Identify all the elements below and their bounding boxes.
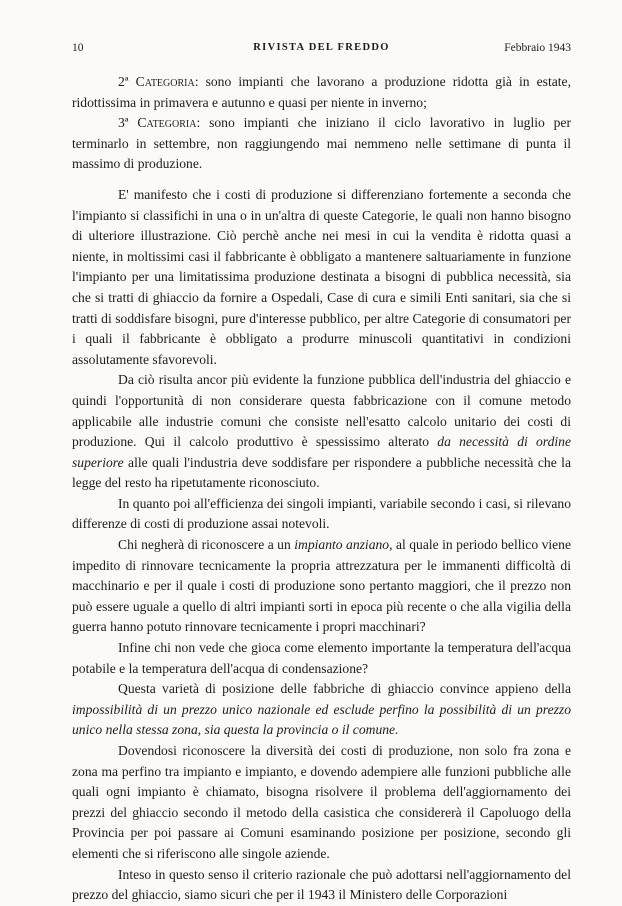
category-label: 2ª Categoria bbox=[118, 74, 195, 89]
paragraph: Da ciò risulta ancor più evidente la funzione pubblica dell'industria del ghiaccio e quindi l'opportunità di non considerare questa fabbricazione con il comune metodo applicabile alle industrie comuni che consiste nell'esatto calcolo unitario dei costi di produzione. Qui il calcolo produttivo è spessissimo alterato da necessità di ordine superiore alle quali l'industria deve soddisfare per rispondere a pubbliche necessità che la legge del resto ha ripetutamente riconosciuto. bbox=[72, 372, 571, 491]
paragraph-category-3 bbox=[72, 113, 571, 175]
emphasis: da necessità di ordine superiore bbox=[72, 434, 571, 470]
paragraph: E' manifesto che i costi di produzione si differenziano fortemente a seconda che l'impianto si classifichi in una o in un'altra di queste Categorie, le quali non hanno bisogno di ulteriore illustrazione. Ciò perchè anche nei mesi in cui la vendita è ridotta quasi a niente, in moltissimi casi il fabbricante è obbligato a mantenere saltuariamente in funzione l'impianto per una limitatissima produzione destinata a bisogni di pubblica necessità, sia che si tratti di ghiaccio da fornire a Ospedali, Case di cura e simili Enti sanitari, sia che si tratti di soddisfare bisogni, pure d'interesse pubblico, per altre Categorie di consumatori per i quali il fabbricante è obbligato a produrre minuscoli quantitativi in condizioni assolutamente sfavorevoli. bbox=[72, 186, 571, 367]
paragraph-category-2 bbox=[72, 72, 571, 113]
paragraph: Infine chi non vede che gioca come elemento importante la temperatura dell'acqua potabile e la temperatura dell'acqua di condensazione? bbox=[72, 640, 571, 676]
emphasis: impossibilità di un prezzo unico nazionale ed esclude perfino la possibilità di un prezzo unico nella stessa zona, sia questa la provincia o il comune. bbox=[72, 701, 571, 738]
running-header bbox=[72, 42, 571, 58]
issue-date: Febbraio 1943 bbox=[504, 42, 571, 54]
category-label: 3ª Categoria bbox=[118, 115, 197, 131]
paragraph: Chi negherà di riconoscere a un impianto anziano, al quale in periodo bellico viene impedito di rinnovare tecnicamente la propria attrezzatura per le immanenti difficoltà di macchinario e per il quale i costi di produzione sono pertanto maggiori, che il prezzo non può essere uguale a quello di altri impianti sorti in epoca più recente o che alla vigilia della guerra hanno potuto rinnovare tecnicamente i propri macchinari? bbox=[72, 537, 572, 635]
emphasis: impianto anziano, bbox=[294, 537, 393, 553]
paragraph: Inteso in questo senso il criterio razionale che può adottarsi nell'aggiornamento del prezzo del ghiaccio, siamo sicuri che per il 1943 il Ministero delle Corporazioni bbox=[72, 866, 571, 903]
page-number: 10 bbox=[72, 42, 84, 54]
article-body bbox=[72, 72, 571, 906]
category-text: : sono impianti che iniziano il ciclo lavorativo in luglio per terminarlo in settembre, non raggiungendo mai nemmeno nelle settimane di punta il massimo di produzione. bbox=[72, 115, 571, 172]
paragraph: Questa varietà di posizione delle fabbriche di ghiaccio convince appieno della impossibilità di un prezzo unico nazionale ed esclude perfino la possibilità di un prezzo unico nella stessa zona, sia questa la provincia o il comune. bbox=[72, 681, 571, 738]
paragraph: Dovendosi riconoscere la diversità dei costi di produzione, non solo fra zona e zona ma perfino tra impianto e impianto, e dovendo adempiere alle funzioni pubbliche alle quali ogni impianto è chiamato, bisogna risolvere il problema dell'aggiornamento dei prezzi del ghiaccio secondo il metodo della casistica che considererà il Capoluogo della Provincia per poi passare ai Comuni esaminando posizione per posizione, secondo gli elementi che si riferiscono alle singole aziende. bbox=[72, 743, 571, 861]
journal-title: RIVISTA DEL FREDDO bbox=[253, 42, 390, 53]
category-text: : sono impianti che lavorano a produzione ridotta già in estate, ridottissima in primavera e autunno e quasi per niente in inverno; bbox=[72, 74, 571, 110]
paragraph: In quanto poi all'efficienza dei singoli impianti, variabile secondo i casi, si rilevano differenze di costi di produzione assai notevoli. bbox=[72, 495, 571, 532]
